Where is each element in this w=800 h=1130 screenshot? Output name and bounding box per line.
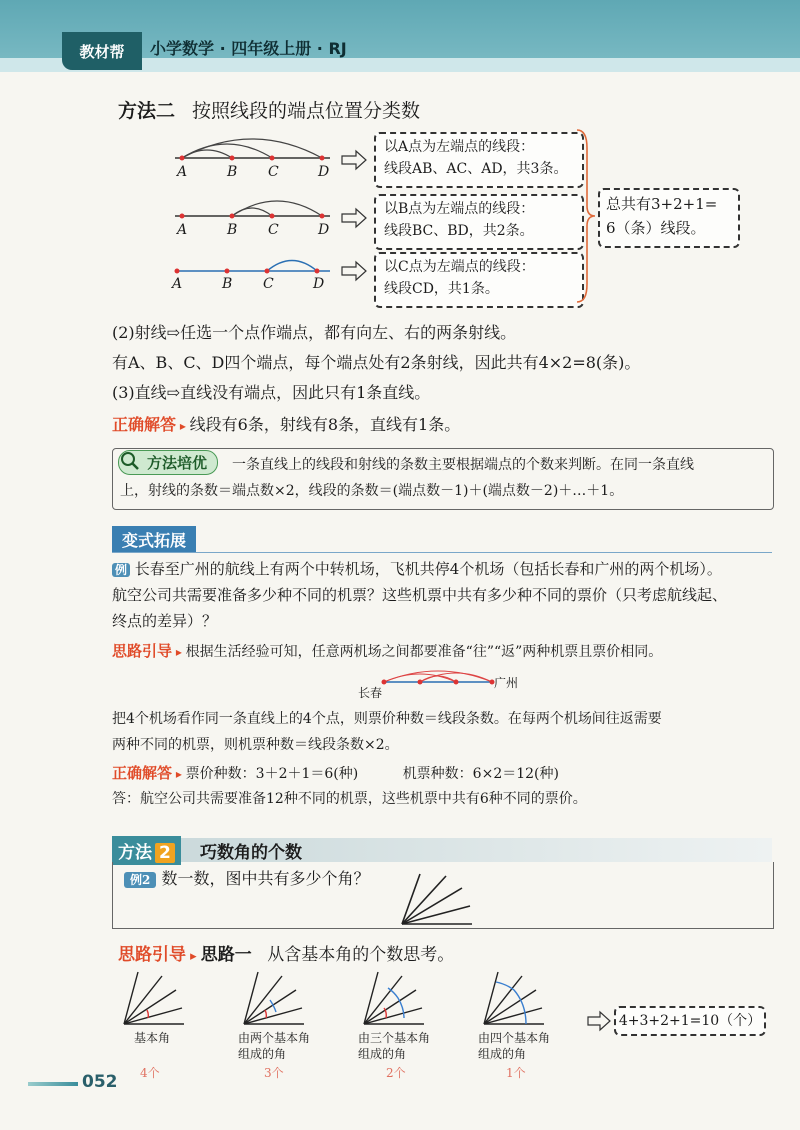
label-a: A [177,164,188,180]
angle-count-1: 4个 [140,1066,160,1080]
variant-guide: 思路引导 ▸ 根据生活经验可知，任意两机场之间都要准备“往”“返”两种机票且票价相同。 [112,642,663,660]
method-label-text: 方法 [118,843,152,863]
variant-final: 答：航空公司共需要准备12种不同的机票，这些机票中共有6种不同的票价。 [112,791,587,807]
guide2: 思路引导 ▸ 思路一 从含基本角的个数思考。 [118,945,455,965]
variant-answer: 正确解答 ▸ 票价种数：3＋2＋1＝6(种) 机票种数：6×2＝12(种) [112,764,559,782]
guide2-title: 思路一 [200,945,252,965]
answer-a: 票价种数：3＋2＋1＝6(种) [185,766,359,782]
variant-q1 [112,556,722,583]
label-b: B [222,276,233,292]
book-title: 小学数学 · 四年级上册 · RJ [150,39,347,58]
guide2-label: 思路引导 [118,945,186,965]
method-number: 2 [155,843,175,863]
caption-text: 由三个基本角组成的角 [358,1031,431,1061]
variant-q2: 航空公司共需要准备多少种不同的机票？这些机票中共有多少种不同的票价（只考虑航线起、 [112,586,728,604]
right-arrow-icon [342,262,366,280]
rays-line2: 有A、B、C、D四个端点，每个端点处有2条射线，因此共有4×2=8(条)。 [112,353,641,372]
angle-total-box: 4+3+2+1=10（个） [614,1006,766,1036]
label-b: B [227,222,238,238]
answer1-label: 正确解答 [112,415,177,434]
angle-diagram-2 [244,972,304,1024]
label-a: A [172,276,183,292]
total-line: 6（条）线段。 [606,219,706,237]
angle-caption-4 [478,1030,556,1062]
angle-diagram-3 [364,972,424,1024]
label-d: D [313,276,325,292]
arrow-icons [340,148,370,298]
answer-b: 机票种数：6×2＝12(种) [402,766,559,782]
label-b: B [227,164,238,180]
right-arrow-icon [586,1010,614,1032]
page-number: 052 [82,1072,118,1092]
city-right: 广州 [494,676,519,690]
segment-box-c [374,252,584,308]
page-decoration [28,1082,78,1086]
variant-q1-text: 长春至广州的航线上有两个中转机场，飞机共停4个机场（包括长春和广州的两个机场）。 [134,560,722,578]
label-d: D [318,164,330,180]
example2-tag: 例2 [124,872,156,888]
tip-line1: 一条直线上的线段和射线的条数主要根据端点的个数来判断。在同一条直线 [232,457,694,473]
label-d: D [318,222,330,238]
label-c: C [268,222,279,238]
caption-text: 由四个基本角组成的角 [478,1031,551,1061]
brand-badge: 教材帮 [62,32,142,70]
method-angles-title: 巧数角的个数 [200,843,302,863]
label-a: A [177,222,188,238]
box-line: 以A点为左端点的线段： [384,139,535,155]
diagram-c [175,261,331,274]
tip-line2: 上，射线的条数＝端点数×2，线段的条数＝(端点数－1)＋(端点数－2)＋…＋1。 [120,483,624,499]
answer1: 正确解答 ▸ 线段有6条，射线有8条，直线有1条。 [112,415,461,434]
angle-count-3: 2个 [386,1066,406,1080]
box-line: 线段AB、AC、AD，共3条。 [384,161,568,177]
variant-expl2: 两种不同的机票，则机票种数＝线段条数×2。 [112,737,399,753]
variant-label: 变式拓展 [112,526,196,553]
variant-q3: 终点的差异）？ [112,612,218,630]
total-line: 总共有3+2+1= [606,195,718,213]
label-c: C [263,276,274,292]
label-c: C [268,164,279,180]
segment-box-a [374,132,584,188]
guide-label: 思路引导 [112,642,173,660]
method-angles-label [112,836,181,865]
method2-label: 方法二 [118,100,176,122]
guide2-text: 从含基本角的个数思考。 [267,945,455,965]
example2-question: 数一数，图中共有多少个角？ [161,869,370,888]
angle-diagrams [118,970,588,1028]
angle-caption-2 [238,1030,316,1062]
answer-label: 正确解答 [112,764,173,782]
answer1-text: 线段有6条，射线有8条，直线有1条。 [189,415,461,434]
angle-count-4: 1个 [506,1066,526,1080]
variant-expl1: 把4个机场看作同一条直线上的4个点，则票价种数＝线段条数。在每两个机场间往返需要 [112,711,662,727]
total-box [598,188,740,248]
rays-line1: (2)射线⇨任选一个点作端点，都有向左、右的两条射线。 [112,323,517,342]
right-arrow-icon [342,209,366,227]
angle-count-2: 3个 [264,1066,284,1080]
magnifier-icon [120,451,140,471]
example-tag: 例 [112,563,130,577]
segment-box-b [374,194,584,250]
straight-line-text: (3)直线⇨直线没有端点，因此只有1条直线。 [112,383,431,402]
diagram-b [175,201,330,219]
caption-text: 由两个基本角组成的角 [238,1031,311,1061]
box-line: 线段CD，共1条。 [384,281,499,297]
right-arrow-icon [342,151,366,169]
angle-figure [396,872,476,928]
variant-rule [112,552,772,553]
tip-label-text: 方法培优 [147,454,208,472]
method2-title: 按照线段的端点位置分类数 [192,100,421,122]
angle-diagram-1 [124,972,184,1024]
angle-diagram-4 [484,972,544,1024]
caption-text: 基本角 [133,1031,170,1045]
city-left: 长春 [358,686,383,700]
diagram-a [175,139,330,161]
angle-caption-3 [358,1030,436,1062]
brace-icon [575,128,597,304]
guide-text: 根据生活经验可知，任意两机场之间都要准备“往”“返”两种机票且票价相同。 [185,644,663,660]
box-line: 以B点为左端点的线段： [384,201,535,217]
box-line: 线段BC、BD，共2条。 [384,223,534,239]
angle-caption-1 [122,1030,182,1046]
example2 [124,866,369,889]
box-line: 以C点为左端点的线段： [384,259,535,275]
airport-diagram [380,664,500,694]
